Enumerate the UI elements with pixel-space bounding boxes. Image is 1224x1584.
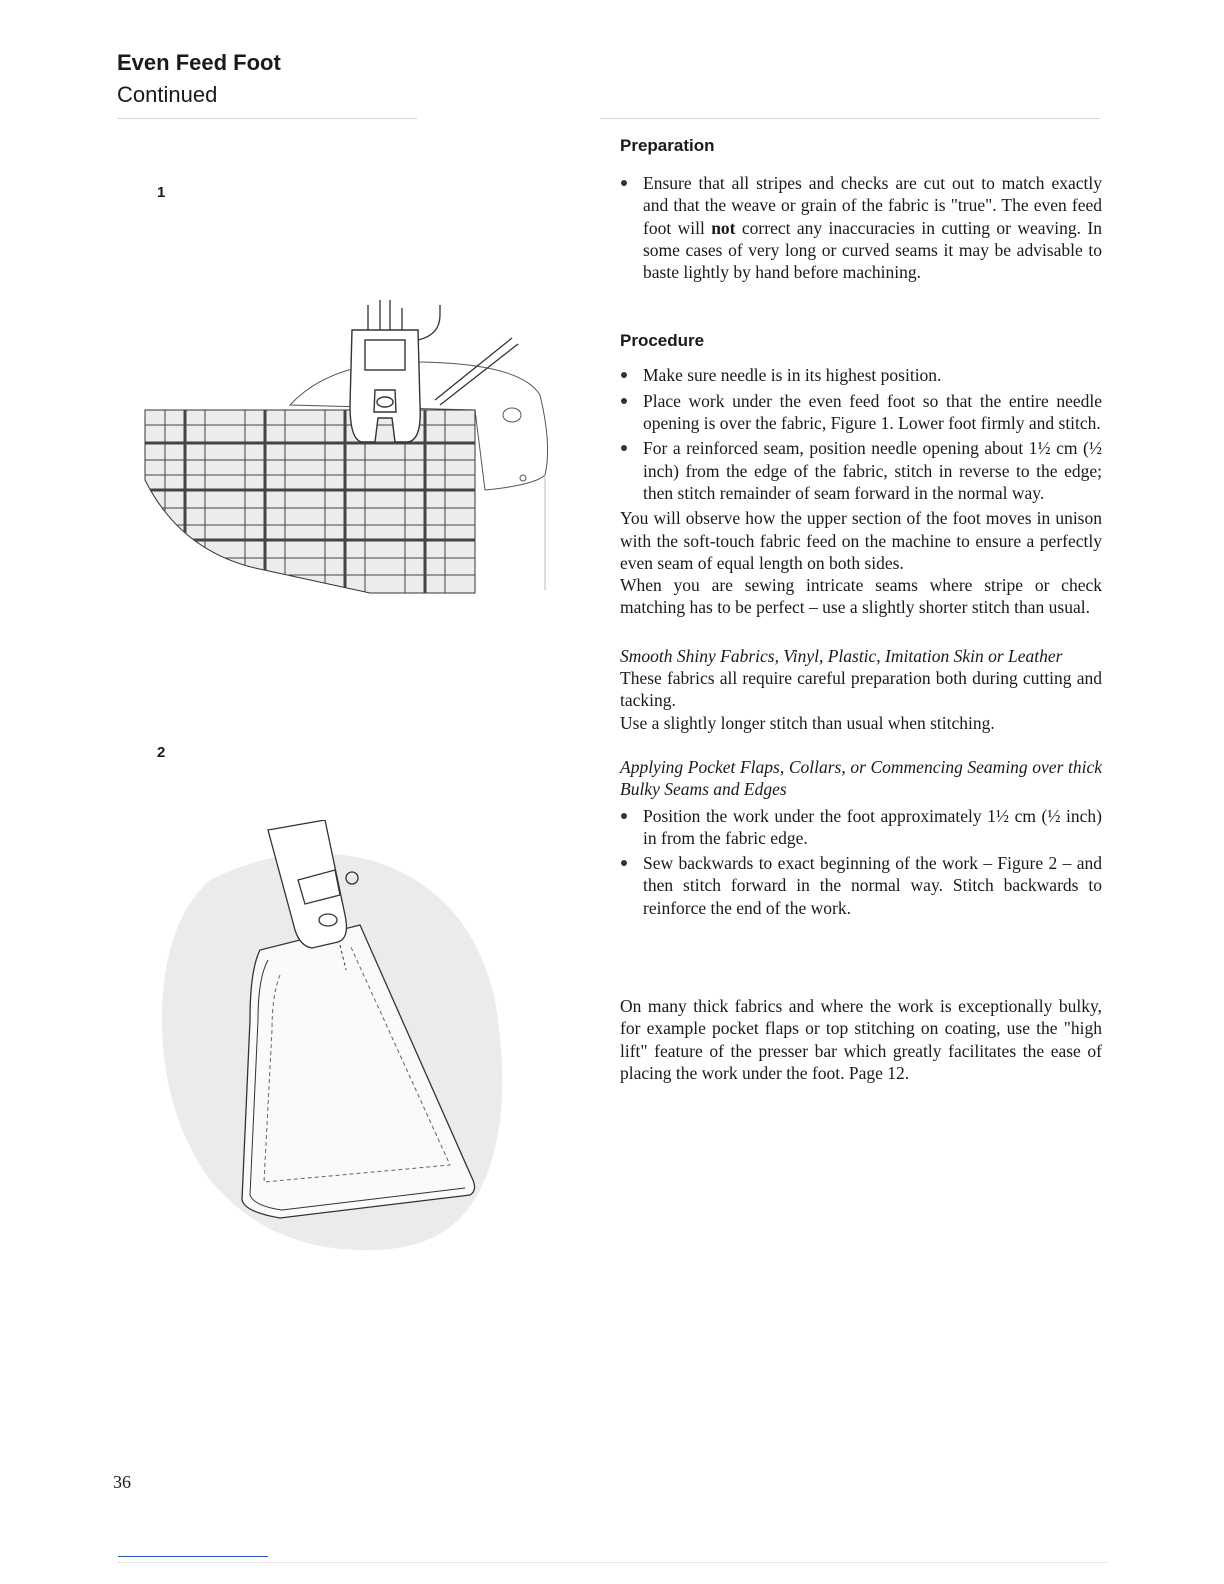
bullet-dot-icon xyxy=(621,180,627,186)
foot-lever-line-1 xyxy=(435,338,512,400)
figure-1-label: 1 xyxy=(157,184,166,201)
bullet-dot-icon xyxy=(621,445,627,451)
page-title: Even Feed Foot xyxy=(117,50,281,75)
header-rule-right xyxy=(600,118,1100,119)
high-lift-paragraph: On many thick fabrics and where the work is exceptionally bulky, for example pocket flaps or top stitching on coating, use the "high lift" feature of the presser bar which greatly facilitates the ease of placing the work under the foot. Page 12. xyxy=(620,996,1102,1083)
header-rule-left xyxy=(117,118,417,119)
plate-screw-hole xyxy=(503,408,521,422)
procedure-heading: Procedure xyxy=(620,331,705,351)
procedure-paragraph-2: When you are sewing intricate seams where stripe or check matching has to be perfect – use a slightly shorter stitch than usual. xyxy=(620,575,1102,618)
bullet-dot-icon xyxy=(621,372,627,378)
procedure-paragraph-1: You will observe how the upper section of the foot moves in unison with the soft-touch fabric feed on the machine to ensure a perfectly even seam of equal length on both sides. xyxy=(620,508,1102,573)
preparation-bullet: Ensure that all stripes and checks are cut out to match exactly and that the weave or grain of the fabric is "true". The even feed foot will not correct any inaccuracies in cutting or weaving. In some cases of very long or curved seams it may be advisable to baste lightly by hand before machining. xyxy=(620,172,1102,283)
smooth-fabrics-heading: Smooth Shiny Fabrics, Vinyl, Plastic, Imitation Skin or Leather xyxy=(620,645,1063,666)
bullet-dot-icon xyxy=(621,813,627,819)
bullet-dot-icon xyxy=(621,860,627,866)
procedure-bullet-1: Make sure needle is in its highest position. xyxy=(620,364,1102,386)
procedure-list xyxy=(620,364,1102,504)
bullet-dot-icon xyxy=(621,398,627,404)
bottom-rule-accent xyxy=(118,1556,268,1557)
figure-2-illustration xyxy=(150,820,520,1260)
page-subtitle: Continued xyxy=(117,82,218,107)
figure-2-label: 2 xyxy=(157,744,166,761)
bottom-dotted-rule xyxy=(118,1562,1108,1564)
preparation-list xyxy=(620,172,1102,283)
pocket-flaps-list xyxy=(620,805,1102,919)
foot-lever-line-2 xyxy=(440,344,518,405)
emphasis-not: not xyxy=(711,217,736,238)
plate-small-hole xyxy=(520,475,526,481)
procedure-bullet-3: For a reinforced seam, position needle opening about 1½ cm (½ inch) from the edge of the fabric, stitch in reverse to the edge; then stitch remainder of seam forward in the normal way. xyxy=(620,437,1102,504)
smooth-fabrics-line-1: These fabrics all require careful preparation both during cutting and tacking. xyxy=(620,668,1102,711)
page-number: 36 xyxy=(113,1472,131,1492)
right-column xyxy=(620,136,1102,1084)
pocket-bullet-1: Position the work under the foot approximately 1½ cm (½ inch) in from the fabric edge. xyxy=(620,805,1102,850)
procedure-bullet-2: Place work under the even feed foot so that the entire needle opening is over the fabric, Figure 1. Lower foot firmly and stitch. xyxy=(620,390,1102,435)
pocket-bullet-2: Sew backwards to exact beginning of the work – Figure 2 – and then stitch forward in the normal way. Stitch backwards to reinforce the end of the work. xyxy=(620,852,1102,919)
pocket-flaps-heading: Applying Pocket Flaps, Collars, or Commencing Seaming over thick Bulky Seams and Edges xyxy=(620,756,1102,800)
smooth-fabrics-line-2: Use a slightly longer stitch than usual when stitching. xyxy=(620,712,995,733)
figure-1-illustration xyxy=(140,300,560,600)
preparation-heading: Preparation xyxy=(620,136,715,155)
